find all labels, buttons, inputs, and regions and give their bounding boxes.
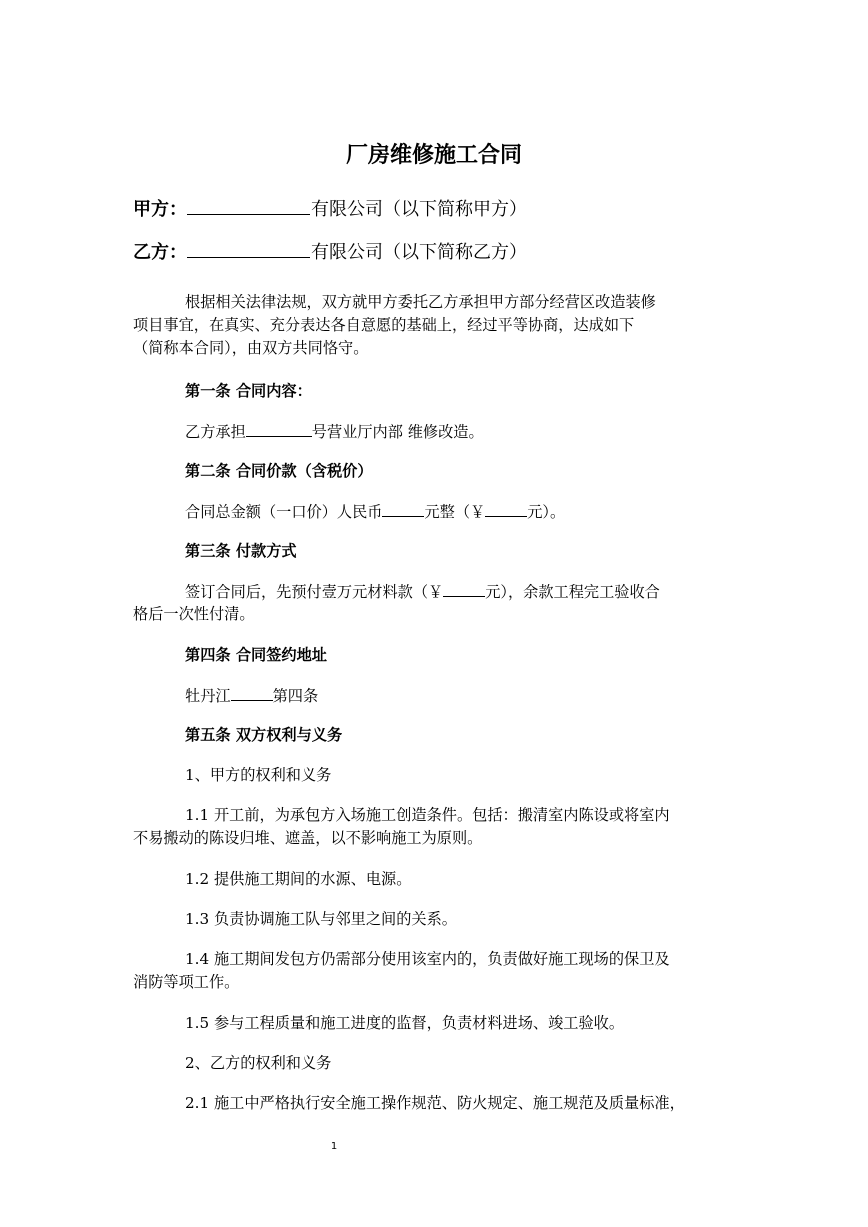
party-a-blank [187, 194, 310, 215]
article-5-sub-2: 2、乙方的权利和义务 [185, 1054, 332, 1072]
item-1-4: 1.4 施工期间发包方仍需部分使用该室内的，负责做好施工现场的保卫及 消防等项工作。 [133, 950, 670, 991]
party-a-suffix: 有限公司（以下简称甲方） [311, 199, 527, 220]
preamble-line: （简称本合同），由双方共同恪守。 [133, 339, 369, 357]
item-1-5: 1.5 参与工程质量和施工进度的监督，负责材料进场、竣工验收。 [185, 1014, 625, 1032]
page-number: 1 [330, 1141, 338, 1152]
fill-blank [443, 580, 485, 597]
fill-blank [485, 500, 527, 517]
document-title: 厂房维修施工合同 [345, 143, 522, 168]
preamble-paragraph [133, 291, 741, 360]
party-a-line [133, 194, 527, 226]
preamble-line: 项目事宜，在真实、充分表达各自意愿的基础上，经过平等协商，达成如下 [133, 316, 635, 334]
party-a-label: 甲方： [133, 199, 187, 220]
preamble-line: 根据相关法律法规，双方就甲方委托乙方承担甲方部分经营区改造装修 [185, 293, 656, 311]
article-2-text: 合同总金额（一口价）人民币 元整（￥ 元）。 [133, 500, 741, 523]
article-1-text: 乙方承担 号营业厅内部 维修改造。 [133, 420, 741, 443]
party-b-label: 乙方： [133, 242, 187, 263]
article-3-text: 签订合同后，先预付壹万元材料款（￥ 元），余款工程完工验收合 格后一次性付清。 [133, 580, 741, 626]
item-1-3: 1.3 负责协调施工队与邻里之间的关系。 [185, 910, 457, 928]
party-b-blank [187, 237, 310, 258]
article-2-heading: 第二条 合同价款（含税价） [185, 462, 373, 480]
fill-blank [246, 420, 312, 437]
item-2-1: 2.1 施工中严格执行安全施工操作规范、防火规定、施工规范及质量标准， [185, 1094, 685, 1112]
article-1-heading: 第一条 合同内容： [185, 382, 312, 400]
article-4-text: 牡丹江 第四条 [133, 684, 741, 707]
article-5-heading: 第五条 双方权利与义务 [185, 726, 343, 744]
party-b-line [133, 237, 527, 269]
item-1-2: 1.2 提供施工期间的水源、电源。 [185, 870, 412, 888]
article-4-heading: 第四条 合同签约地址 [185, 646, 327, 664]
item-1-1: 1.1 开工前，为承包方入场施工创造条件。包括：搬清室内陈设或将室内 不易搬动的陈设归堆、遮盖，以不影响施工为原则。 [133, 806, 670, 847]
party-b-suffix: 有限公司（以下简称乙方） [311, 242, 527, 263]
fill-blank [382, 500, 424, 517]
article-5-sub-1: 1、甲方的权利和义务 [185, 766, 332, 784]
fill-blank [231, 684, 273, 701]
article-3-heading: 第三条 付款方式 [185, 542, 297, 560]
